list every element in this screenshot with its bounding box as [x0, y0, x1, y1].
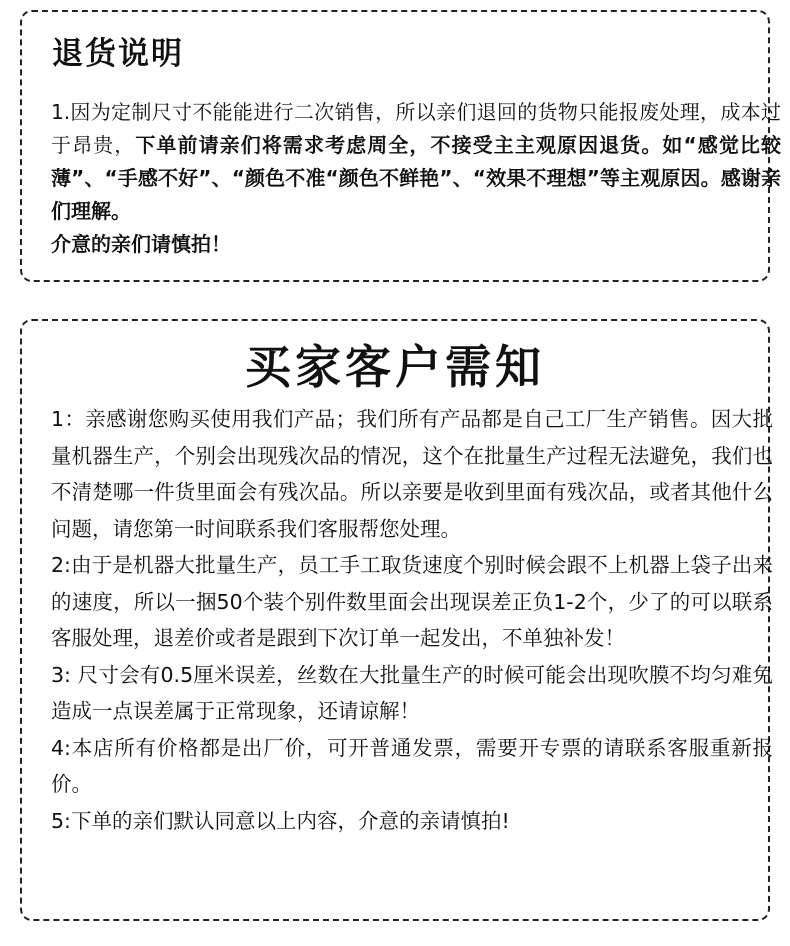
- buyer-notice-item: 4:本店所有价格都是出厂价，可开普通发票，需要开专票的请联系客服重新报价。: [51, 735, 773, 796]
- return-policy-conditions: 下单前请亲们将需求考虑周全，不接受主主观原因退货。如“感觉比较薄”、“手感不好”、“颜色不准“颜色不鲜艳”、“效果不理想”等主观原因。感谢亲们理解。: [51, 133, 781, 223]
- return-policy-panel: [20, 10, 781, 282]
- buyer-notice-item: 3: 尺寸会有0.5厘米误差，丝数在大批量生产的时候可能会出现吹膜不均匀难免造成一点误差属于正常现象，还请谅解！: [51, 662, 773, 723]
- return-policy-caution: 介意的亲们请慎拍！: [51, 232, 231, 256]
- buyer-notice-panel: [20, 319, 773, 921]
- return-policy-title: 退货说明: [52, 36, 184, 72]
- return-policy-reason: 1.因为定制尺寸不能能进行二次销售，所以亲们退回的货物只能报废处理，成本过于昂贵，: [51, 100, 781, 157]
- buyer-notice-item: 1：亲感谢您购买使用我们产品；我们所有产品都是自己工厂生产销售。因大批量机器生产，个别会出现残次品的情况，这个在批量生产过程无法避免，我们也不清楚哪一件货里面会有残次品。所以亲要是收到里面有残次品，或者其他什么问题，请您第一时间联系我们客服帮您处理。: [51, 407, 773, 541]
- buyer-notice-list: [51, 401, 773, 839]
- buyer-notice-item: 5:下单的亲们默认同意以上内容，介意的亲请慎拍!: [51, 808, 510, 833]
- buyer-notice-title: 买家客户需知: [245, 340, 545, 394]
- return-policy-text: [51, 96, 781, 261]
- buyer-notice-item: 2:由于是机器大批量生产，员工手工取货速度个别时候会跟不上机器上袋子出来的速度，所以一捆50个装个别件数里面会出现误差正负1-2个，少了的可以联系客服处理，退差价或者是跟到下次订单一起发出，不单独补发！: [51, 553, 773, 650]
